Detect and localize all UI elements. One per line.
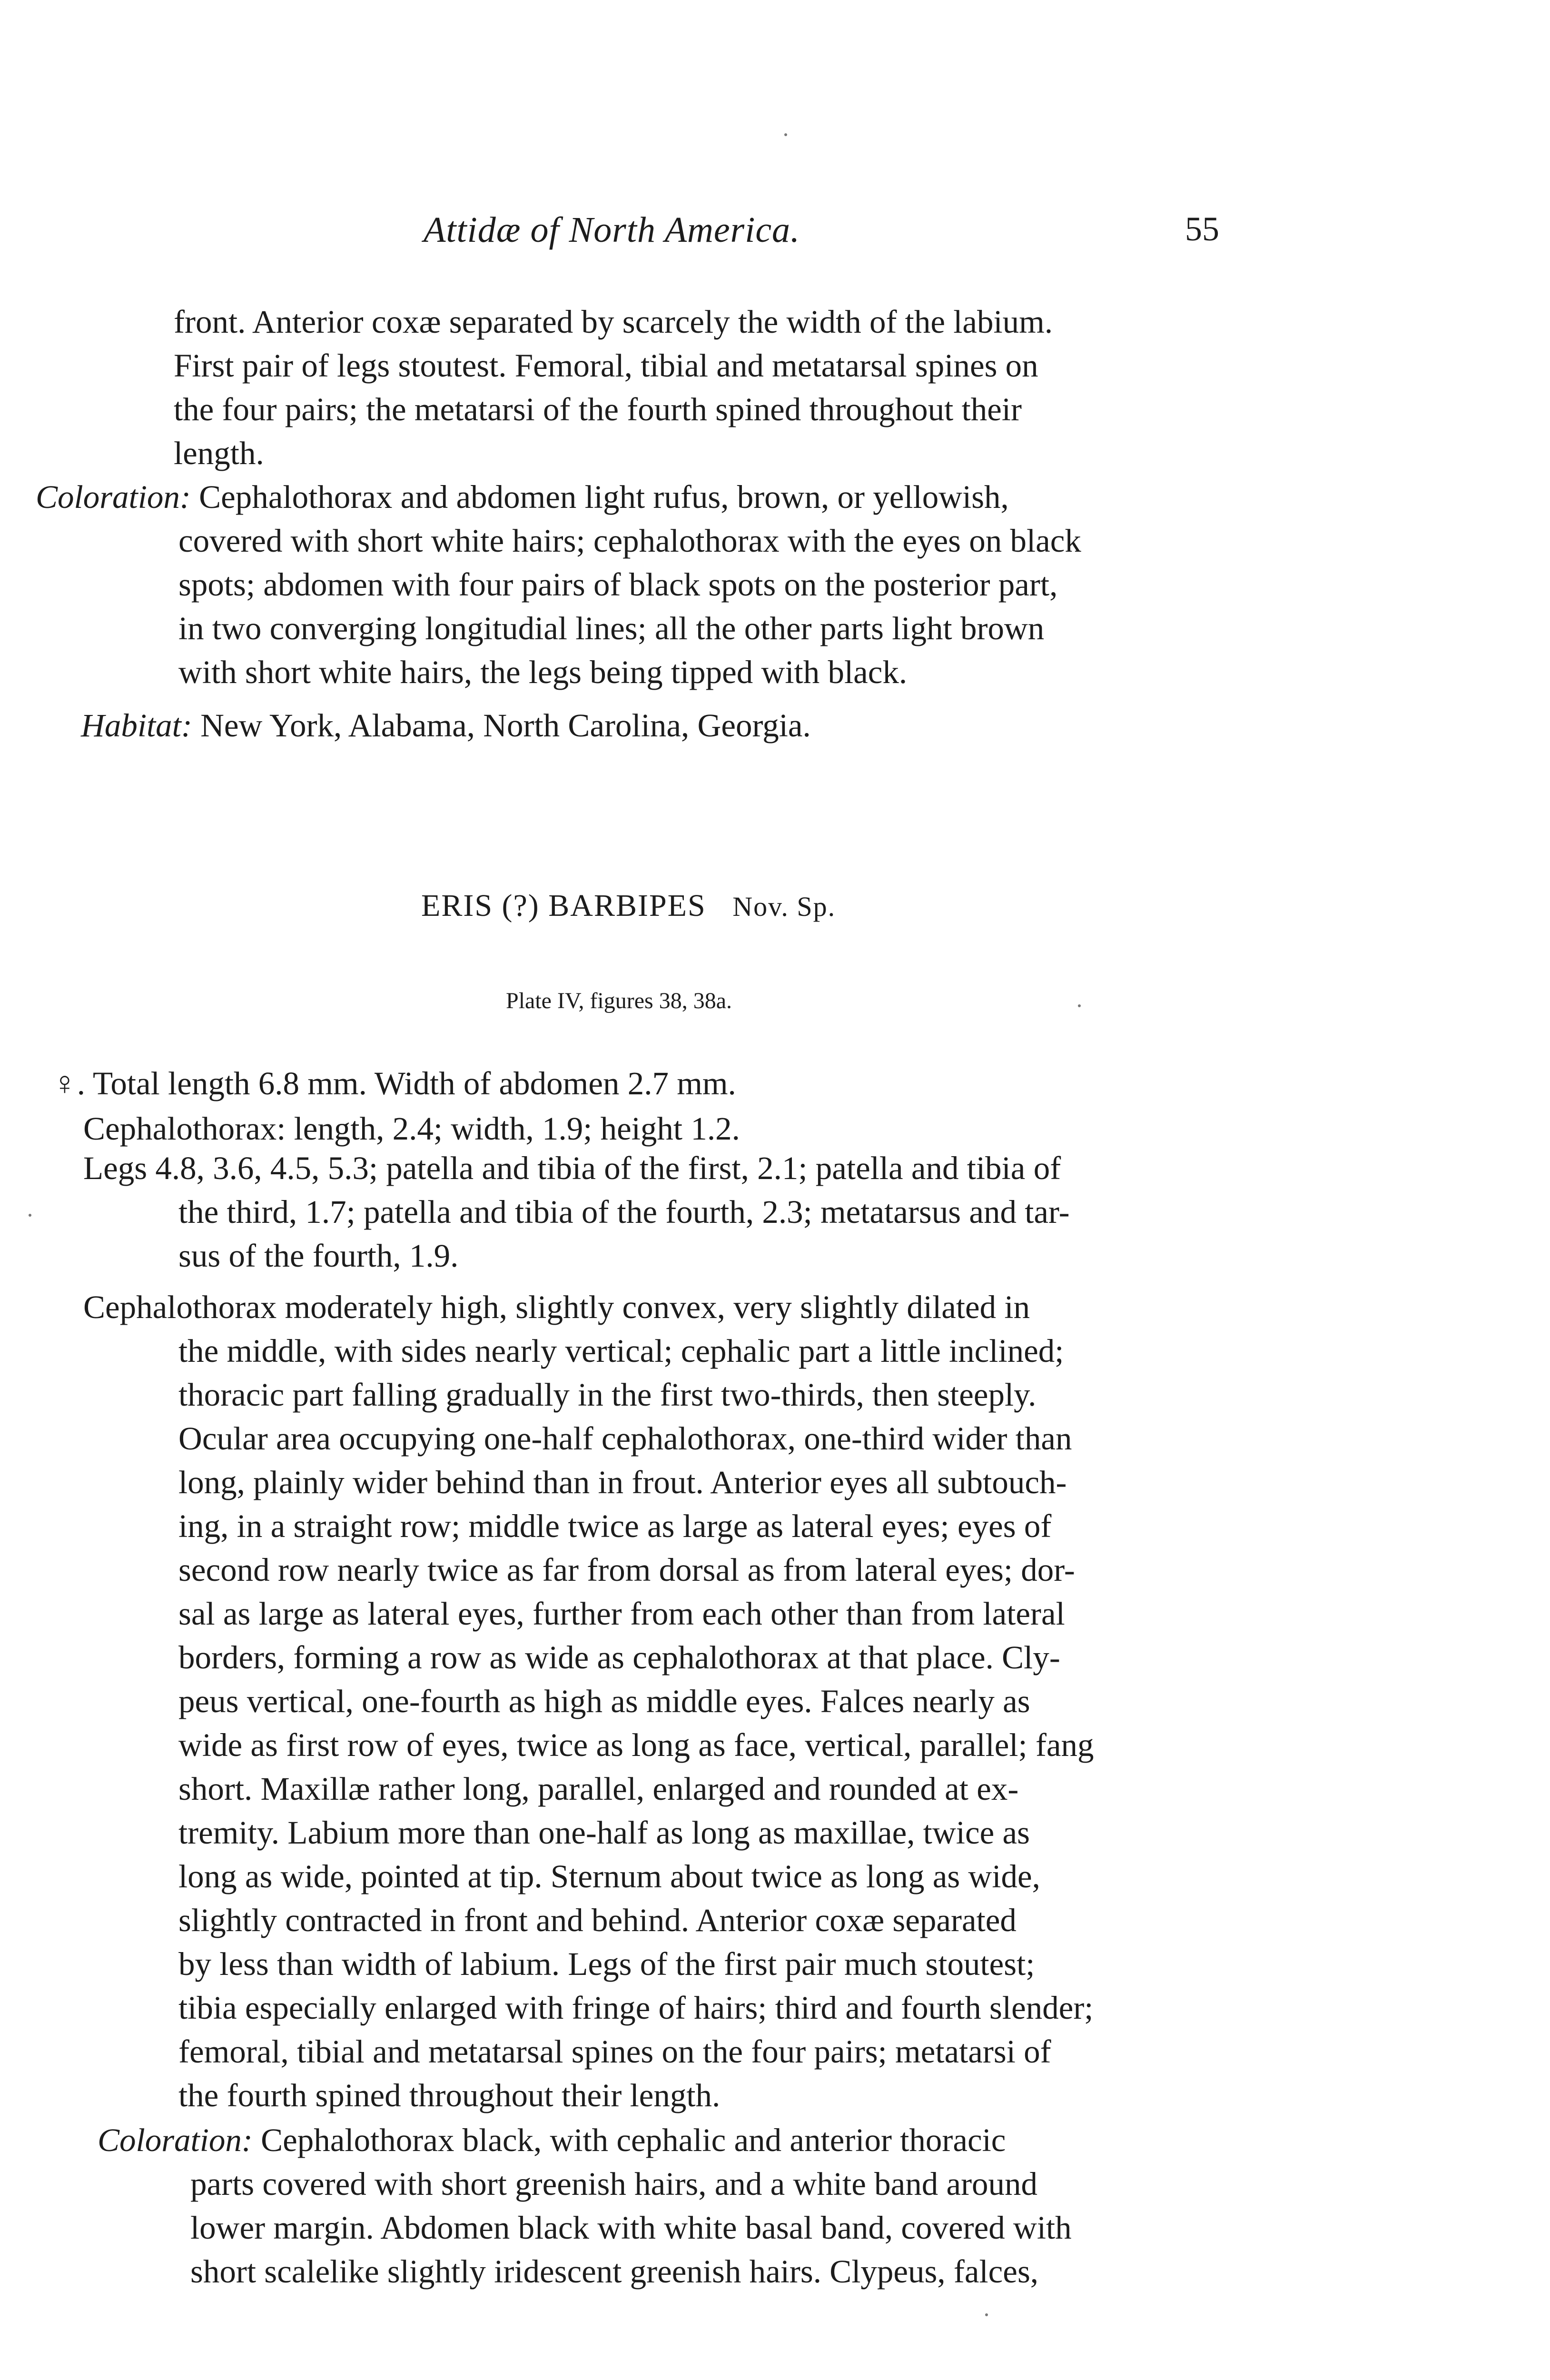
species-name: ERIS (?) BARBIPES — [421, 888, 706, 923]
text-line: tremity. Labium more than one-half as long as maxillae, twice as — [178, 1815, 1030, 1851]
text-line: the four pairs; the metatarsi of the fourth spined throughout their — [174, 391, 1022, 427]
text-line: by less than width of labium. Legs of the first pair much stoutest; — [178, 1946, 1035, 1982]
text-line: sus of the fourth, 1.9. — [178, 1238, 459, 1274]
text-line: First pair of legs stoutest. Femoral, tibial and metatarsal spines on — [174, 347, 1038, 384]
text-line: peus vertical, one-fourth as high as middle eyes. Falces nearly as — [178, 1683, 1030, 1719]
text-line: short scalelike slightly iridescent greenish hairs. Clypeus, falces, — [190, 2253, 1039, 2290]
text-line: front. Anterior coxæ separated by scarcely the width of the labium. — [174, 304, 1053, 340]
habitat-line — [81, 704, 811, 747]
text-line: Cephalothorax moderately high, slightly convex, very slightly dilated in — [83, 1289, 1030, 1325]
text-line: length. — [174, 435, 264, 471]
text-line: the middle, with sides nearly vertical; cephalic part a little inclined; — [178, 1333, 1064, 1369]
species-suffix: Nov. Sp. — [732, 891, 836, 922]
text-line: sal as large as lateral eyes, further from each other than from lateral — [178, 1596, 1065, 1632]
coloration-first-line — [98, 2118, 1072, 2162]
text-line: second row nearly twice as far from dorsal as from lateral eyes; dor- — [178, 1552, 1075, 1588]
text-line: the third, 1.7; patella and tibia of the fourth, 2.3; metatarsus and tar- — [178, 1194, 1070, 1230]
legs-measurements — [83, 1146, 1070, 1278]
text-line: in two converging longitudial lines; all the other parts light brown — [178, 610, 1045, 646]
description-paragraph — [83, 1285, 1094, 2117]
species-title — [421, 888, 836, 924]
scan-speck — [784, 133, 787, 136]
coloration-label: Coloration: — [36, 479, 191, 515]
text-line: thoracic part falling gradually in the first two-thirds, then steeply. — [178, 1377, 1037, 1413]
scan-speck — [1078, 1004, 1081, 1007]
text-line: the fourth spined throughout their length. — [178, 2077, 721, 2113]
female-measurements — [52, 1061, 736, 1105]
running-title: Attidæ of North America. — [424, 210, 800, 250]
coloration-text: Cephalothorax black, with cephalic and anterior thoracic — [252, 2122, 1006, 2158]
text-line: with short white hairs, the legs being tipped with black. — [178, 654, 908, 690]
coloration-text: Cephalothorax and abdomen light rufus, brown, or yellowish, — [190, 479, 1009, 515]
text-line: Legs 4.8, 3.6, 4.5, 5.3; patella and tibia of the first, 2.1; patella and tibia of — [83, 1150, 1061, 1186]
text-line: tibia especially enlarged with fringe of hairs; third and fourth slender; — [178, 1990, 1094, 2026]
page-number: 55 — [1185, 210, 1219, 248]
text-line: slightly contracted in front and behind. Anterior coxæ separated — [178, 1902, 1017, 1938]
text-line: Ocular area occupying one-half cephalothorax, one-third wider than — [178, 1420, 1072, 1457]
plate-reference: Plate IV, figures 38, 38a. — [506, 988, 732, 1013]
text-line: borders, forming a row as wide as cephalothorax at that place. Cly- — [178, 1639, 1060, 1676]
coloration-paragraph-2 — [98, 2118, 1072, 2293]
text-line: spots; abdomen with four pairs of black spots on the posterior part, — [178, 566, 1058, 603]
text-line: long, plainly wider behind than in frout. Anterior eyes all subtouch- — [178, 1464, 1067, 1500]
coloration-label: Coloration: — [98, 2122, 253, 2158]
text-line: parts covered with short greenish hairs, and a white band around — [190, 2166, 1038, 2202]
scan-speck — [29, 1214, 31, 1217]
coloration-first-line — [36, 475, 1081, 519]
text-line: covered with short white hairs; cephalothorax with the eyes on black — [178, 523, 1081, 559]
text-line: ♀. Total length 6.8 mm. Width of abdomen 2.7 mm. — [52, 1065, 736, 1101]
habitat-label: Habitat: — [81, 707, 192, 744]
text-line: wide as first row of eyes, twice as long as face, vertical, parallel; fang — [178, 1727, 1094, 1763]
scan-speck — [985, 2313, 988, 2316]
text-line: lower margin. Abdomen black with white basal band, covered with — [190, 2210, 1072, 2246]
text-line: Cephalothorax: length, 2.4; width, 1.9; height 1.2. — [83, 1111, 740, 1147]
coloration-paragraph — [36, 475, 1081, 694]
text-line: short. Maxillæ rather long, parallel, enlarged and rounded at ex- — [178, 1771, 1019, 1807]
text-line: long as wide, pointed at tip. Sternum about twice as long as wide, — [178, 1858, 1040, 1894]
cephalothorax-measurements — [83, 1107, 740, 1150]
continuation-paragraph — [174, 300, 1053, 475]
text-line: ing, in a straight row; middle twice as large as lateral eyes; eyes of — [178, 1508, 1052, 1544]
habitat-text: New York, Alabama, North Carolina, Georgia. — [192, 707, 811, 744]
text-line: femoral, tibial and metatarsal spines on the four pairs; metatarsi of — [178, 2033, 1051, 2070]
